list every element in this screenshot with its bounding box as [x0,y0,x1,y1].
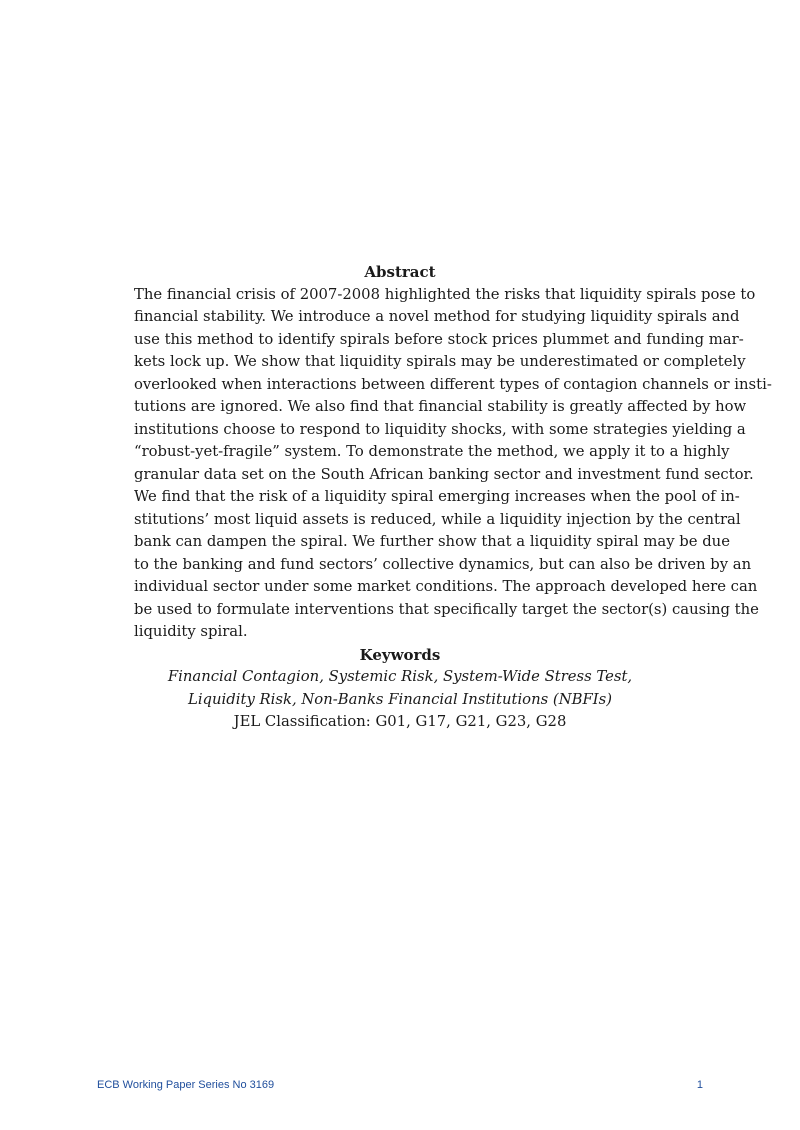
abstract-section [134,261,772,734]
abstract-line: granular data set on the South African banking sector and investment fund sector. [134,465,754,483]
page-footer [97,1079,703,1091]
abstract-line: tutions are ignored. We also find that financial stability is greatly affected by how [134,398,747,415]
abstract-line: overlooked when interactions between different types of contagion channels or insti- [134,375,772,393]
abstract-line: individual sector under some market conditions. The approach developed here can [134,578,758,595]
abstract-line: institutions choose to respond to liquidity shocks, with some strategies yielding a [134,420,746,438]
keywords-line-2: Liquidity Risk, Non-Banks Financial Institutions (NBFIs) [188,690,612,708]
abstract-line: stitutions’ most liquid assets is reduced, while a liquidity injection by the central [134,510,741,528]
abstract-line: to the banking and fund sectors’ collective dynamics, but can also be driven by an [134,555,752,573]
footer-series-label: ECB Working Paper Series No 3169 [97,1079,275,1091]
abstract-line: liquidity spiral. [134,623,248,640]
abstract-line: kets lock up. We show that liquidity spirals may be underestimated or completely [134,353,746,370]
abstract-line: We find that the risk of a liquidity spiral emerging increases when the pool of in- [134,488,740,505]
abstract-line: financial stability. We introduce a novel method for studying liquidity spirals and [134,308,740,325]
keywords-line-1: Financial Contagion, Systemic Risk, System-Wide Stress Test, [167,668,633,685]
jel-classification: JEL Classification: G01, G17, G21, G23, G28 [233,713,567,730]
abstract-line: “robust-yet-fragile” system. To demonstrate the method, we apply it to a highly [134,443,730,460]
keywords-heading: Keywords [359,645,441,664]
page-number: 1 [696,1079,703,1091]
abstract-heading: Abstract [364,263,436,281]
abstract-line: The financial crisis of 2007-2008 highlighted the risks that liquidity spirals pose to [134,285,756,303]
abstract-line: bank can dampen the spiral. We further show that a liquidity spiral may be due [134,533,730,550]
abstract-body [134,284,772,644]
abstract-line: use this method to identify spirals before stock prices plummet and funding mar- [134,330,744,348]
abstract-line: be used to formulate interventions that specifically target the sector(s) causing the [134,600,759,618]
